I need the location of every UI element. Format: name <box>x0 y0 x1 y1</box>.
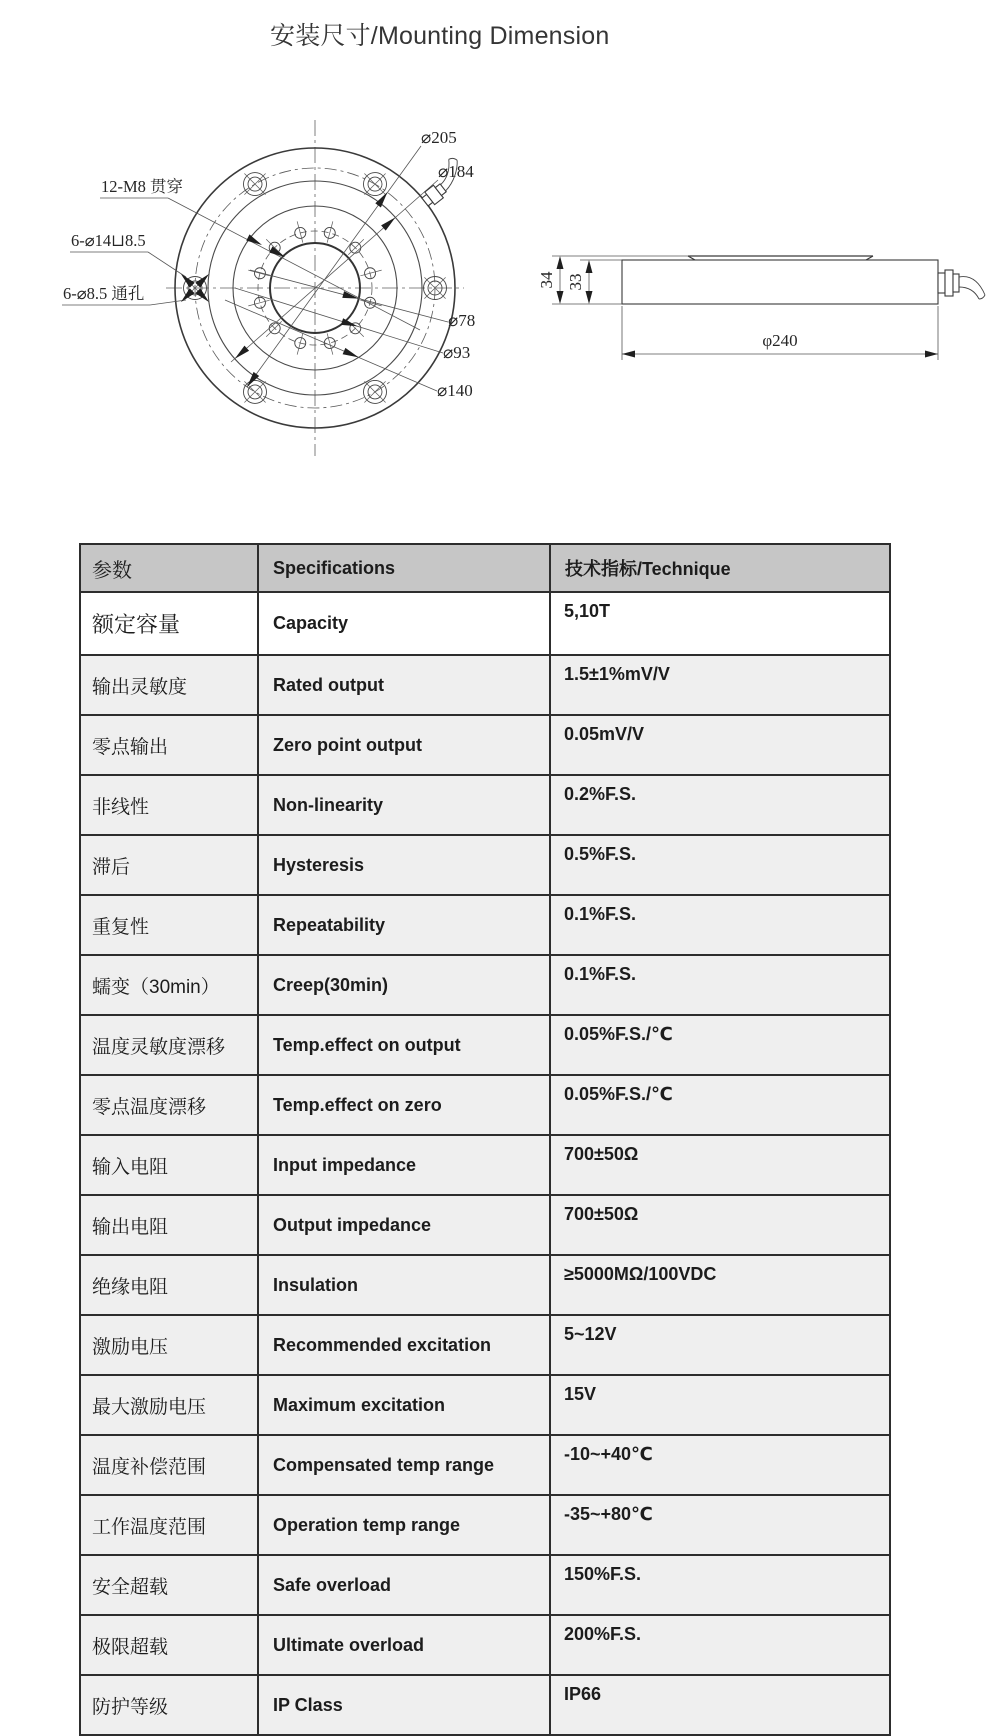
param-cell: 零点温度漂移 <box>80 1075 258 1135</box>
table-row <box>80 775 890 835</box>
value-cell: 15V <box>550 1375 890 1435</box>
spec-cell: Non-linearity <box>258 775 550 835</box>
value-cell: 0.2%F.S. <box>550 775 890 835</box>
header-param: 参数 <box>80 544 258 592</box>
param-cell: 温度补偿范围 <box>80 1435 258 1495</box>
value-cell: 0.05%F.S./℃ <box>550 1075 890 1135</box>
header-technique: 技术指标/Technique <box>550 544 890 592</box>
param-cell: 温度灵敏度漂移 <box>80 1015 258 1075</box>
table-row <box>80 1435 890 1495</box>
dim-label-140: ⌀140 <box>437 381 473 400</box>
body-outline <box>622 260 938 304</box>
value-cell: 1.5±1%mV/V <box>550 655 890 715</box>
cable-connector-side <box>938 270 985 299</box>
spec-cell: Capacity <box>258 592 550 655</box>
value-cell: 0.5%F.S. <box>550 835 890 895</box>
value-cell: 0.05mV/V <box>550 715 890 775</box>
param-cell: 最大激励电压 <box>80 1375 258 1435</box>
spec-cell: Maximum excitation <box>258 1375 550 1435</box>
dim-label-33: 33 <box>566 273 585 291</box>
value-cell: 0.1%F.S. <box>550 955 890 1015</box>
table-row <box>80 655 890 715</box>
table-row <box>80 1015 890 1075</box>
spec-cell: Repeatability <box>258 895 550 955</box>
param-cell: 安全超载 <box>80 1555 258 1615</box>
spec-cell: Insulation <box>258 1255 550 1315</box>
param-cell: 输出电阻 <box>80 1195 258 1255</box>
param-cell: 防护等级 <box>80 1675 258 1735</box>
param-cell: 重复性 <box>80 895 258 955</box>
spec-cell: Zero point output <box>258 715 550 775</box>
spec-table <box>79 543 891 1736</box>
table-row <box>80 1255 890 1315</box>
dim-label-205: ⌀205 <box>421 128 457 147</box>
value-cell: -10~+40℃ <box>550 1435 890 1495</box>
param-cell: 额定容量 <box>80 592 258 655</box>
spec-cell: Creep(30min) <box>258 955 550 1015</box>
table-row <box>80 1675 890 1735</box>
value-cell: 700±50Ω <box>550 1135 890 1195</box>
table-header-row <box>80 544 890 592</box>
value-cell: 5,10T <box>550 592 890 655</box>
table-row <box>80 1135 890 1195</box>
spec-cell: Safe overload <box>258 1555 550 1615</box>
param-cell: 激励电压 <box>80 1315 258 1375</box>
table-row <box>80 1315 890 1375</box>
table-row <box>80 1375 890 1435</box>
value-cell: 5~12V <box>550 1315 890 1375</box>
dim-label-184: ⌀184 <box>438 162 474 181</box>
table-row <box>80 955 890 1015</box>
value-cell: ≥5000MΩ/100VDC <box>550 1255 890 1315</box>
spec-cell: Rated output <box>258 655 550 715</box>
param-cell: 蠕变（30min） <box>80 955 258 1015</box>
value-cell: IP66 <box>550 1675 890 1735</box>
dim-label-240: φ240 <box>762 331 798 350</box>
table-row <box>80 1495 890 1555</box>
table-row <box>80 592 890 655</box>
param-cell: 输出灵敏度 <box>80 655 258 715</box>
param-cell: 工作温度范围 <box>80 1495 258 1555</box>
value-cell: 0.05%F.S./℃ <box>550 1015 890 1075</box>
spec-cell: Recommended excitation <box>258 1315 550 1375</box>
spec-cell: Compensated temp range <box>258 1435 550 1495</box>
param-cell: 零点输出 <box>80 715 258 775</box>
label-through-holes: 6-⌀8.5 通孔 <box>63 284 145 303</box>
dim-label-78: ⌀78 <box>448 311 476 330</box>
value-cell: 700±50Ω <box>550 1195 890 1255</box>
table-row <box>80 835 890 895</box>
header-specifications: Specifications <box>258 544 550 592</box>
table-row <box>80 1075 890 1135</box>
param-cell: 非线性 <box>80 775 258 835</box>
dim-label-93: ⌀93 <box>443 343 471 362</box>
param-cell: 极限超载 <box>80 1615 258 1675</box>
label-counterbore-holes: 6-⌀14⊔8.5 <box>71 231 146 250</box>
spec-cell: Hysteresis <box>258 835 550 895</box>
side-view <box>537 256 985 360</box>
value-cell: 200%F.S. <box>550 1615 890 1675</box>
spec-table-body <box>80 592 890 1735</box>
param-cell: 输入电阻 <box>80 1135 258 1195</box>
table-row <box>80 1615 890 1675</box>
label-tapped-holes: 12-M8 贯穿 <box>101 177 184 196</box>
mounting-dimension-drawing <box>0 0 1000 505</box>
value-cell: -35~+80℃ <box>550 1495 890 1555</box>
value-cell: 150%F.S. <box>550 1555 890 1615</box>
value-cell: 0.1%F.S. <box>550 895 890 955</box>
spec-cell: Ultimate overload <box>258 1615 550 1675</box>
spec-cell: Temp.effect on output <box>258 1015 550 1075</box>
front-view <box>62 120 475 456</box>
table-row <box>80 895 890 955</box>
table-row <box>80 715 890 775</box>
table-row <box>80 1555 890 1615</box>
spec-cell: IP Class <box>258 1675 550 1735</box>
spec-cell: Operation temp range <box>258 1495 550 1555</box>
spec-cell: Temp.effect on zero <box>258 1075 550 1135</box>
spec-cell: Input impedance <box>258 1135 550 1195</box>
dim-label-34: 34 <box>537 271 556 289</box>
page-title: 安装尺寸/Mounting Dimension <box>270 22 610 50</box>
spec-cell: Output impedance <box>258 1195 550 1255</box>
param-cell: 绝缘电阻 <box>80 1255 258 1315</box>
table-row <box>80 1195 890 1255</box>
param-cell: 滞后 <box>80 835 258 895</box>
